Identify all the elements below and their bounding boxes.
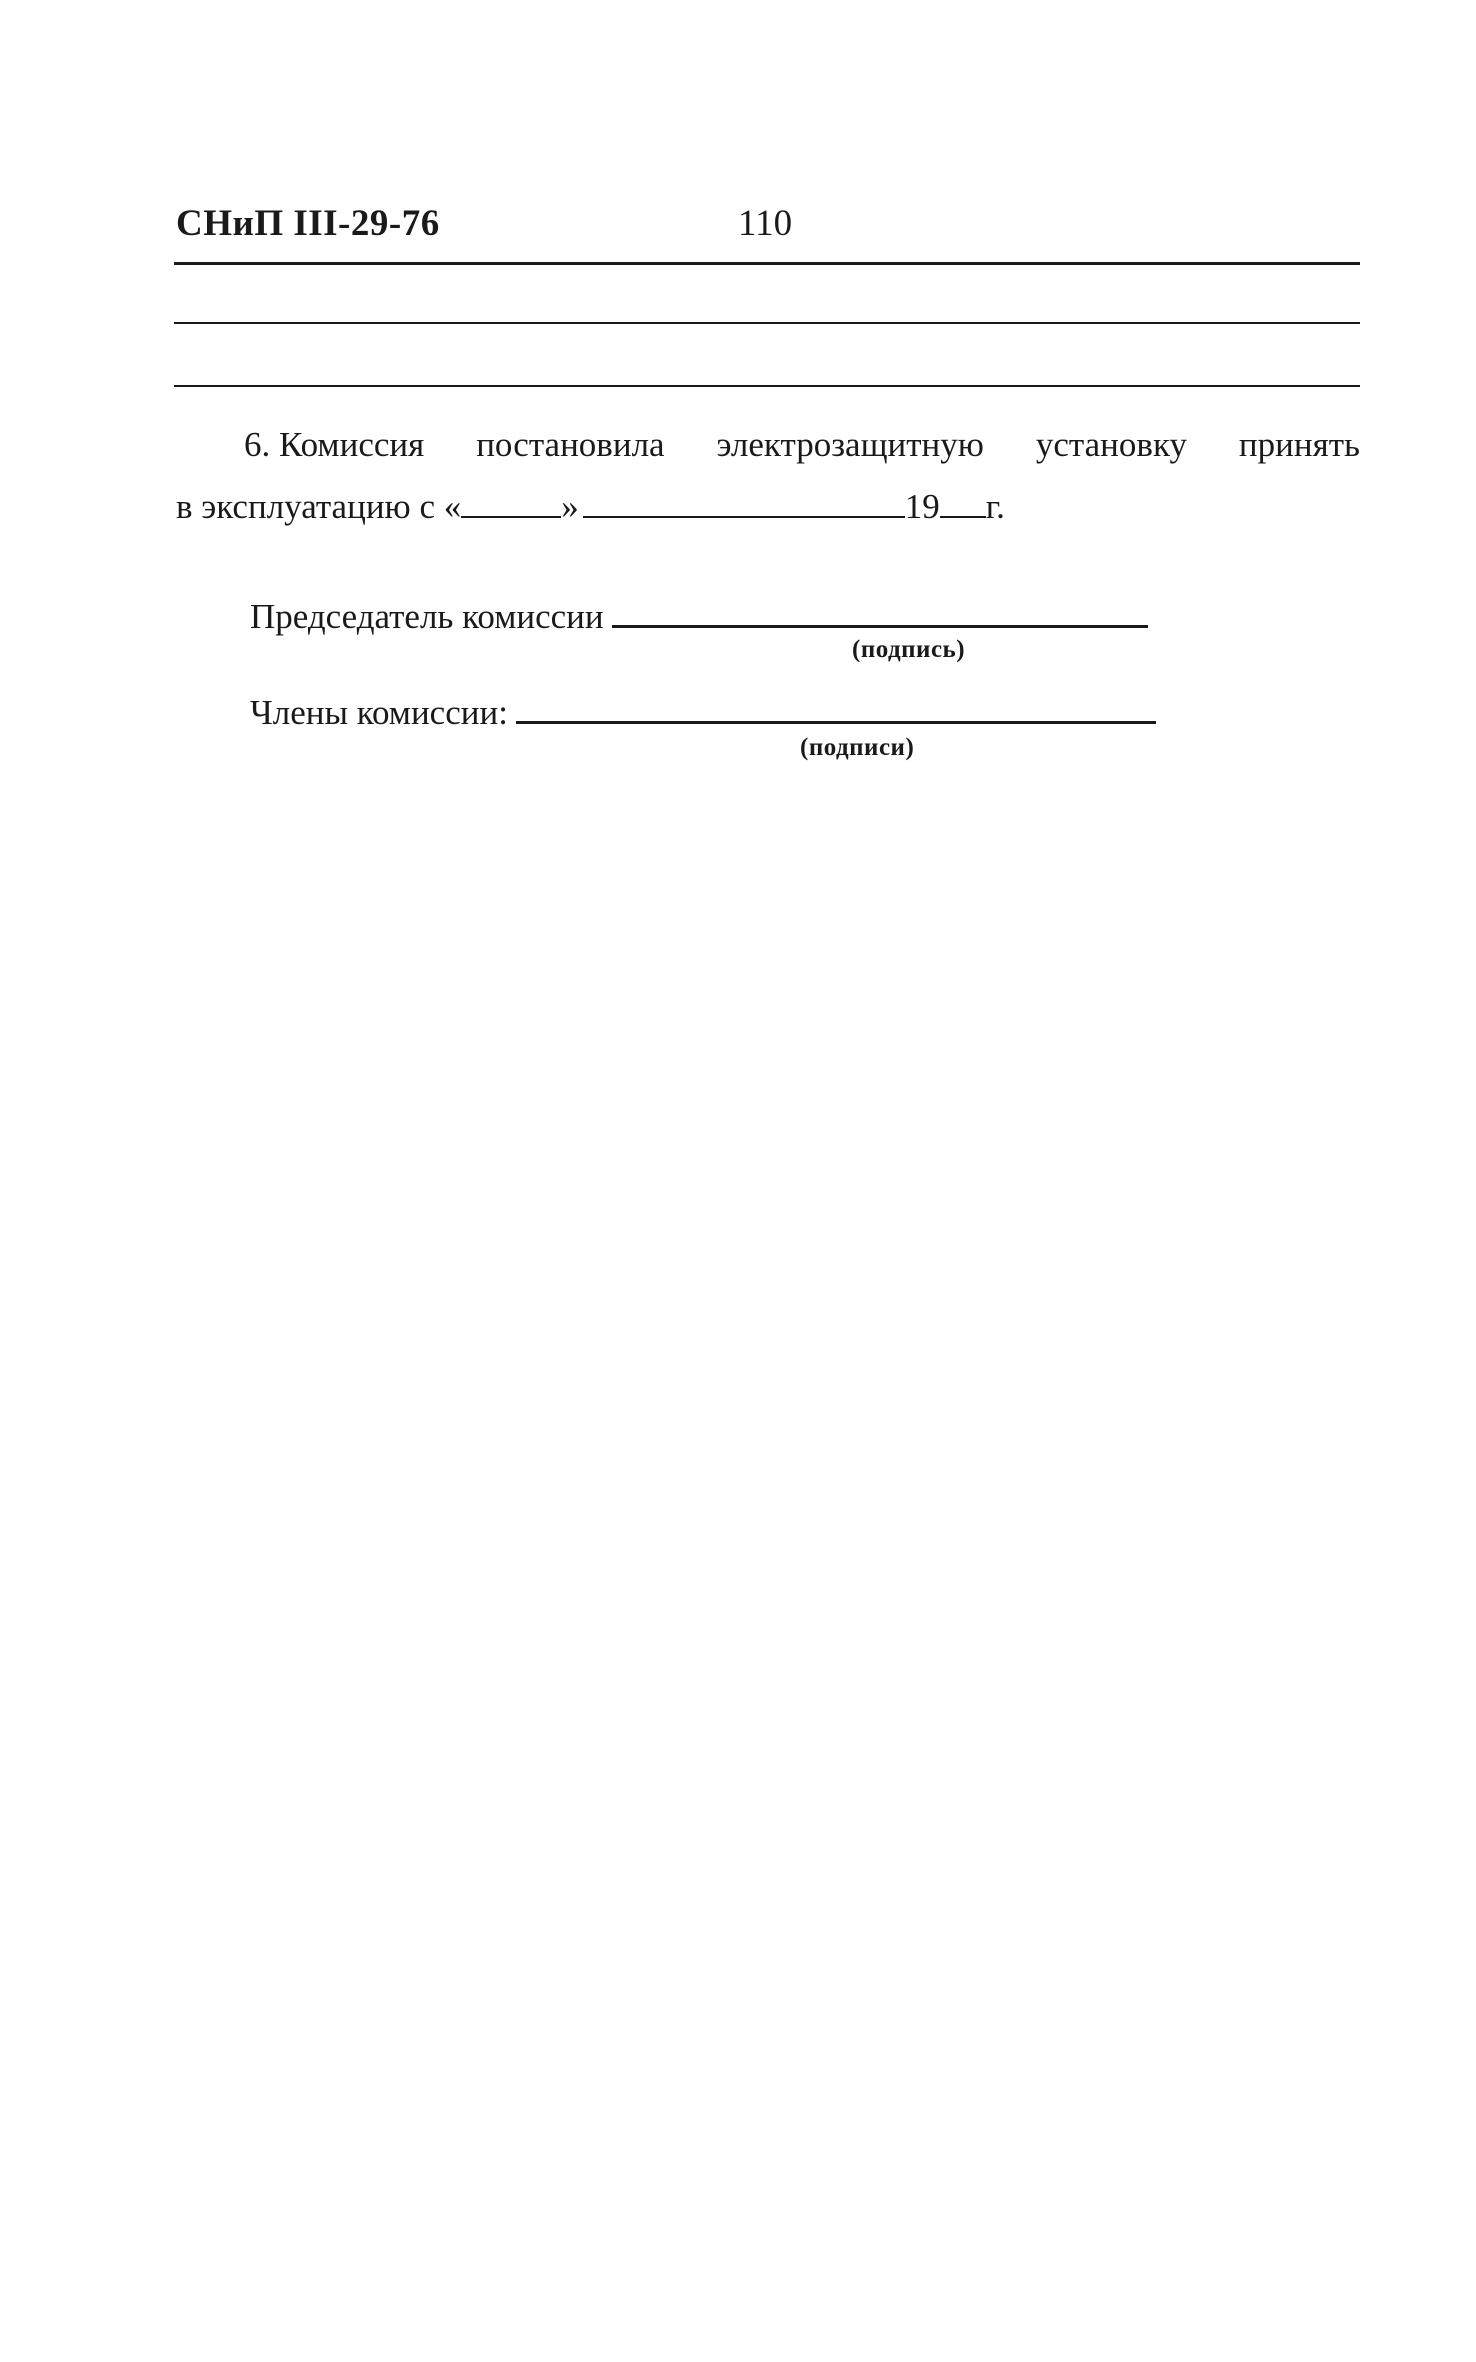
paragraph-word: установку bbox=[1035, 425, 1187, 464]
chair-signature-row bbox=[250, 597, 1148, 637]
month-blank bbox=[583, 488, 905, 518]
paragraph-line-1 bbox=[176, 425, 1360, 465]
chair-signature-line bbox=[612, 597, 1148, 628]
paragraph-word: Комиссия bbox=[279, 425, 425, 464]
paragraph-word: электрозащитную bbox=[716, 425, 984, 464]
paragraph-line-2 bbox=[176, 487, 1005, 527]
paragraph-line2-prefix: в эксплуатацию с « bbox=[176, 487, 462, 526]
blank-line-2 bbox=[174, 385, 1360, 387]
year-blank bbox=[940, 488, 986, 518]
page-number: 110 bbox=[738, 203, 793, 244]
year-prefix: 19 bbox=[904, 487, 940, 526]
members-label: Члены комиссии: bbox=[250, 693, 508, 732]
paragraph-start bbox=[176, 425, 424, 465]
members-signature-caption: (подписи) bbox=[800, 734, 915, 761]
members-signature-row bbox=[250, 693, 1156, 733]
chair-signature-caption: (подпись) bbox=[852, 636, 966, 663]
paragraph-number: 6. bbox=[244, 425, 271, 464]
day-blank bbox=[461, 488, 561, 518]
blank-line-1 bbox=[174, 322, 1360, 324]
paragraph-word: принять bbox=[1238, 425, 1360, 464]
year-suffix: г. bbox=[985, 487, 1005, 526]
chair-label: Председатель комиссии bbox=[250, 597, 604, 636]
members-signature-line bbox=[516, 693, 1156, 724]
quote-close: » bbox=[561, 487, 579, 526]
header-rule bbox=[174, 262, 1360, 265]
paragraph-word: постановила bbox=[476, 425, 665, 464]
document-code: СНиП III-29-76 bbox=[176, 203, 440, 244]
